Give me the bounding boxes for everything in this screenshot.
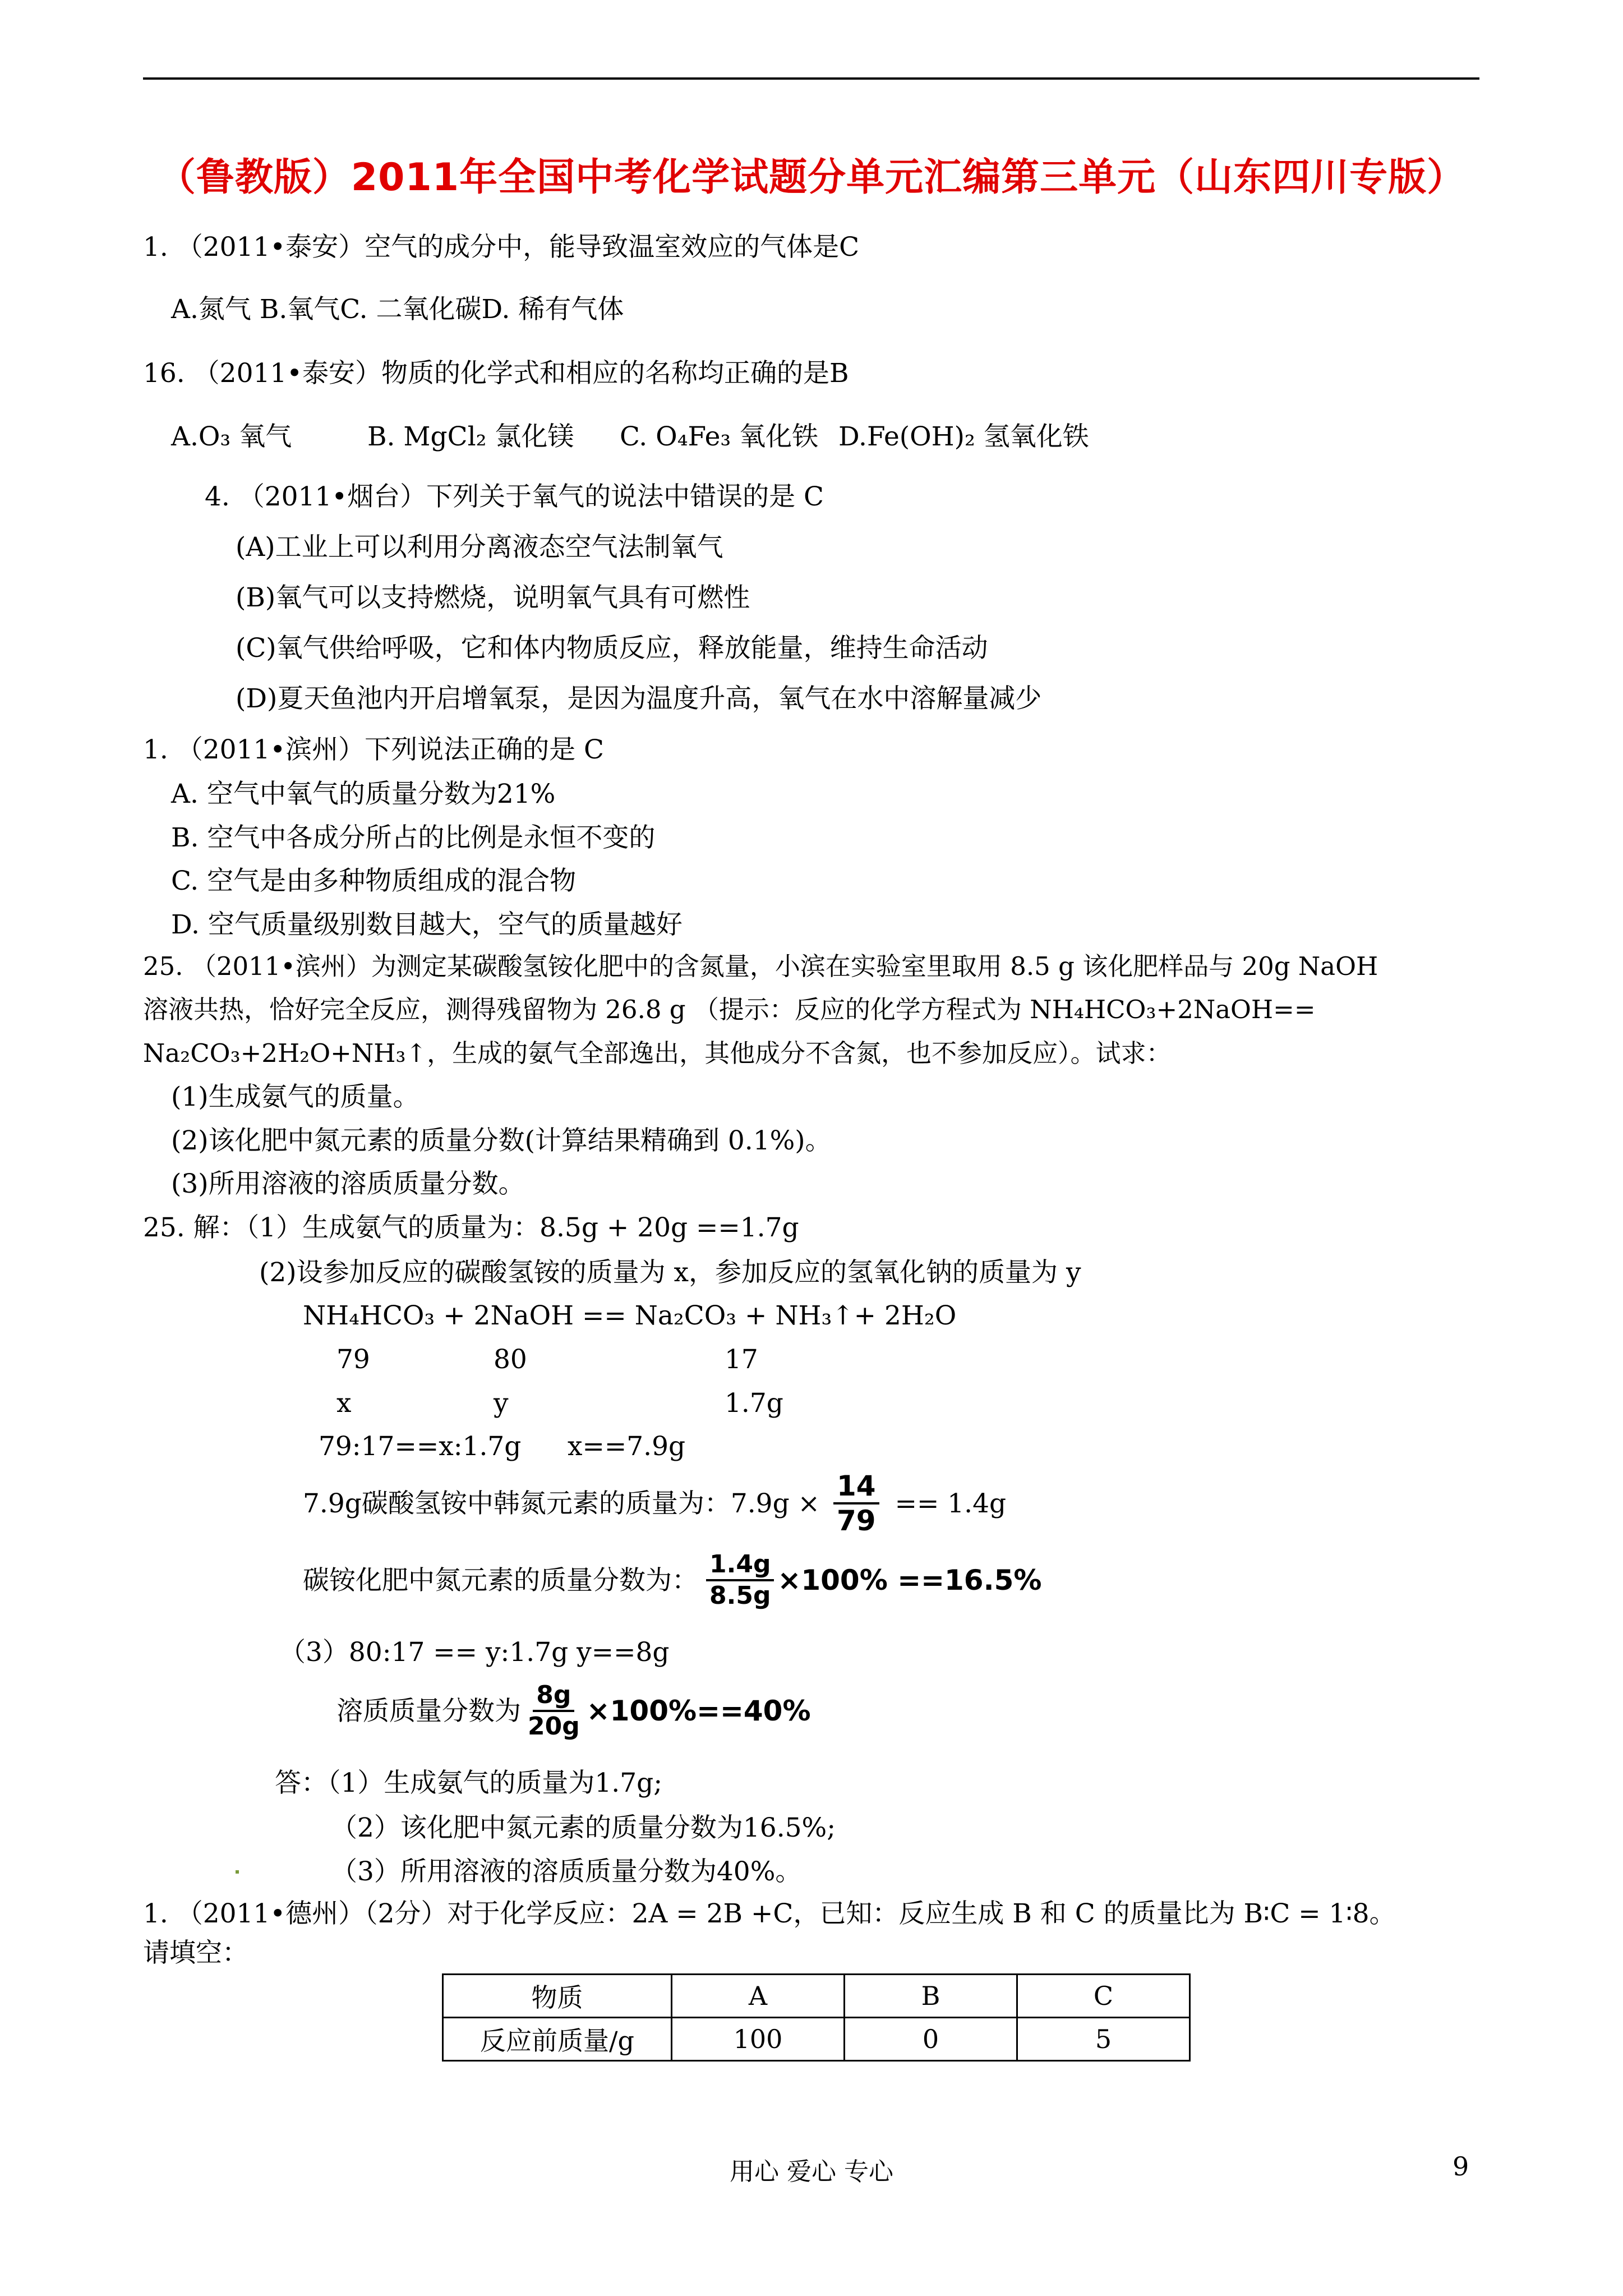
table-row — [443, 2018, 1190, 2061]
solute-fraction-denominator: 20g — [528, 1712, 580, 1741]
nitrogen-fraction-denominator: 79 — [836, 1504, 876, 1537]
q25-line-2: 溶液共热，恰好完全反应，测得残留物为 26.8 g （提示：反应的化学方程式为 NH₄HCO₃+2NaOH== — [143, 995, 1316, 1024]
table-cell: 5 — [1017, 2018, 1190, 2061]
nitrogen-percent-result: ×100% ==16.5% — [777, 1564, 1042, 1596]
q4-option-a: (A)工业上可以利用分离液态空气法制氧气 — [236, 532, 723, 563]
var-y: y — [494, 1388, 509, 1419]
q16-option-a: A.O₃ 氧气 — [171, 421, 292, 452]
molar-mass-naoh: 80 — [494, 1344, 527, 1375]
q25-sub-2: (2)该化肥中氮元素的质量分数(计算结果精确到 0.1%)。 — [171, 1125, 832, 1156]
q4-option-c: (C)氧气供给呼吸，它和体内物质反应，释放能量，维持生命活动 — [236, 633, 988, 664]
answer-1: 答：（1）生成氨气的质量为1.7g; — [275, 1768, 663, 1798]
solute-fraction-numerator: 8g — [533, 1683, 574, 1712]
q4-option-d: (D)夏天鱼池内开启增氧泵，是因为温度升高，氧气在水中溶解量减少 — [236, 683, 1042, 714]
nitrogen-mass-result: == 1.4g — [895, 1488, 1007, 1519]
q25-line-1: 25. （2011•滨州）为测定某碳酸氢铵化肥中的含氮量，小滨在实验室里取用 8.5 g 该化肥样品与 20g NaOH — [143, 951, 1378, 981]
q1b-option-d: D. 空气质量级别数目越大，空气的质量越好 — [171, 909, 683, 940]
q16-stem: 16. （2011•泰安）物质的化学式和相应的名称均正确的是B — [143, 358, 849, 389]
ratio-1-right: x==7.9g — [568, 1431, 686, 1462]
q1b-option-a: A. 空气中氧气的质量分数为21% — [171, 779, 556, 809]
table-header-cell: 物质 — [443, 1975, 672, 2018]
mass-table — [442, 1973, 1191, 2062]
q1c-line-1: 1. （2011•德州）（2分）对于化学反应：2A = 2B +C，已知：反应生成 B 和 C 的质量比为 B∶C = 1∶8。 — [143, 1898, 1396, 1929]
q4-option-b: (B)氧气可以支持燃烧，说明氧气具有可燃性 — [236, 582, 750, 613]
q25-sub-3: (3)所用溶液的溶质质量分数。 — [171, 1168, 525, 1199]
nitrogen-mass-text: 7.9g碳酸氢铵中韩氮元素的质量为：7.9g × — [303, 1488, 820, 1519]
percent-fraction — [706, 1552, 774, 1608]
percent-fraction-numerator: 1.4g — [706, 1552, 774, 1581]
molar-mass-nh3: 17 — [725, 1344, 758, 1375]
solute-percent-result: ×100%==40% — [586, 1695, 811, 1727]
top-rule — [143, 77, 1479, 80]
page-title: （鲁教版）2011年全国中考化学试题分单元汇编第三单元（山东四川专版） — [157, 155, 1466, 200]
solution-line-2: (2)设参加反应的碳酸氢铵的质量为 x，参加反应的氢氧化钠的质量为 y — [259, 1257, 1081, 1288]
table-cell: 100 — [672, 2018, 845, 2061]
ratio-1-left: 79:17==x:1.7g — [319, 1431, 522, 1462]
answer-2: （2）该化肥中氮元素的质量分数为16.5%; — [331, 1812, 836, 1843]
nitrogen-percent-text: 碳铵化肥中氮元素的质量分数为： — [303, 1565, 698, 1596]
nitrogen-percent-line — [303, 1544, 1041, 1617]
q1b-stem: 1. （2011•滨州）下列说法正确的是 C — [143, 734, 605, 765]
q16-option-d: D.Fe(OH)₂ 氢氧化铁 — [838, 421, 1089, 452]
q25-sub-1: (1)生成氨气的质量。 — [171, 1082, 419, 1112]
solute-fraction — [524, 1683, 583, 1739]
table-header-row — [443, 1975, 1190, 2018]
q1b-option-c: C. 空气是由多种物质组成的混合物 — [171, 866, 577, 896]
table-cell: 0 — [845, 2018, 1017, 2061]
solute-percent-line — [336, 1674, 811, 1747]
q1c-line-2: 请填空： — [143, 1938, 248, 1968]
var-x: x — [336, 1388, 352, 1419]
stray-mark — [236, 1870, 239, 1874]
nitrogen-fraction — [833, 1472, 879, 1535]
solute-percent-text: 溶质质量分数为 — [336, 1695, 521, 1727]
q16-option-b: B. MgCl₂ 氯化镁 — [367, 421, 574, 452]
q1-stem: 1. （2011•泰安）空气的成分中，能导致温室效应的气体是C — [143, 232, 860, 263]
q16-option-c: C. O₄Fe₃ 氧化铁 — [620, 421, 819, 452]
solution-line-1: 25. 解：（1）生成氨气的质量为：8.5g + 20g ==1.7g — [143, 1212, 799, 1243]
page-number: 9 — [1453, 2151, 1469, 2182]
nitrogen-fraction-numerator: 14 — [833, 1472, 879, 1504]
percent-fraction-denominator: 8.5g — [709, 1581, 771, 1610]
table-row-label: 反应前质量/g — [443, 2018, 672, 2061]
q4-stem: 4. （2011•烟台）下列关于氧气的说法中错误的是 C — [205, 481, 824, 512]
solution-equation: NH₄HCO₃ + 2NaOH == Na₂CO₃ + NH₃↑+ 2H₂O — [303, 1300, 957, 1331]
q1b-option-b: B. 空气中各成分所占的比例是永恒不变的 — [171, 822, 656, 853]
footer-text: 用心 爱心 专心 — [730, 2157, 893, 2186]
q25-line-3: Na₂CO₃+2H₂O+NH₃↑，生成的氨气全部逸出，其他成分不含氮，也不参加反应）。试求： — [143, 1038, 1172, 1068]
ratio-2: （3）80:17 == y:1.7g y==8g — [279, 1637, 670, 1668]
table-header-cell: B — [845, 1975, 1017, 2018]
q1-options: A.氮气 B.氧气C. 二氧化碳D. 稀有气体 — [171, 294, 624, 325]
table-header-cell: C — [1017, 1975, 1190, 2018]
nitrogen-mass-line — [303, 1467, 1006, 1540]
molar-mass-nh4hco3: 79 — [336, 1344, 370, 1375]
answer-3: （3）所用溶液的溶质质量分数为40%。 — [331, 1856, 802, 1887]
table-header-cell: A — [672, 1975, 845, 2018]
var-nh3-mass: 1.7g — [725, 1388, 783, 1419]
